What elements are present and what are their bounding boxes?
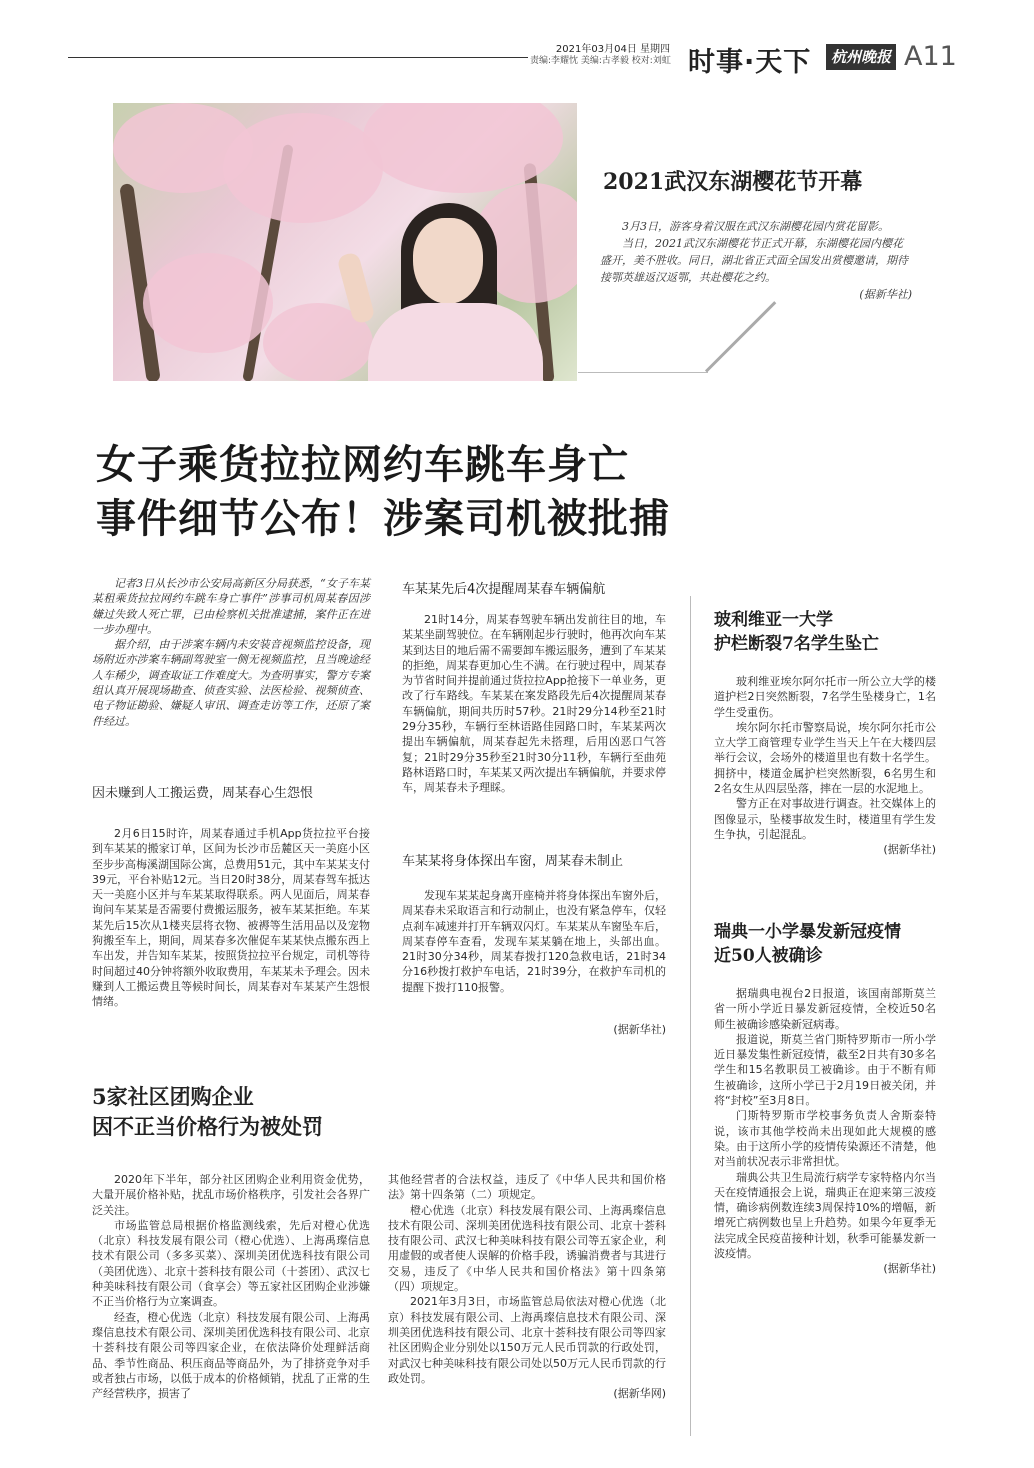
feature-paragraph: 当日，2021武汉东湖樱花节正式开幕，东湖樱花园内樱花盛开，美不胜收。同日，湖北省正式面全国发出赏樱邀请，期待接鄂英雄返汉返鄂，共赴樱花之约。 <box>600 237 908 284</box>
bolivia-title <box>714 608 944 656</box>
body-paragraph: 市场监管总局根据价格监测线索，先后对橙心优选（北京）科技发展有限公司（橙心优选）、上海禹璨信息技术有限公司（多多买菜）、深圳美团优选科技有限公司（美团优选）、北京十荟科技有限公司（十荟团）、武汉七种美味科技有限公司（食享会）等五家社区团购企业涉嫌不正当价格行为立案调查。 <box>92 1218 370 1309</box>
feature-paragraph: 3月3日，游客身着汉服在武汉东湖樱花园内赏花留影。 <box>622 220 889 233</box>
bolivia-source: (据新华社) <box>883 843 936 857</box>
headline-line: 女子乘货拉拉网约车跳车身亡 <box>96 442 629 488</box>
issue-date: 2021年03月04日 星期四 <box>555 44 670 55</box>
sub1-body <box>92 826 370 1010</box>
header-rule <box>68 57 528 58</box>
body-paragraph: 瑞典公共卫生局流行病学专家特格内尔当天在疫情通报会上说，瑞典正在迎来第三波疫情，确诊病例数连续3周保持10%的增幅，新增死亡病例数也呈上升趋势。如果今年夏季无法完成全民疫苗接种计划，秋季可能暴发新一波疫情。 <box>714 1170 936 1261</box>
headline-line: 事件细节公布！涉案司机被批捕 <box>96 496 670 542</box>
groupbuy-col2 <box>388 1172 666 1401</box>
title-line: 近50人被确诊 <box>714 946 823 966</box>
main-headline <box>96 438 796 546</box>
body-paragraph: 玻利维亚埃尔阿尔托市一所公立大学的楼道护栏2日突然断裂，7名学生坠楼身亡，1名学生受重伤。 <box>714 675 936 719</box>
decorative-rule <box>578 372 708 373</box>
decorative-diagonal <box>705 301 776 372</box>
section-title: 时事·天下 <box>688 47 812 78</box>
sweden-title <box>714 920 944 968</box>
feature-caption <box>600 218 912 303</box>
body-paragraph: 21时14分，周某春驾驶车辆出发前往目的地，车某某坐副驾驶位。在车辆刚起步行驶时，他再次向车某某到达目的地后需不需要卸车搬运服务，遭到了车某某的拒绝，周某春更加心生不满。在行驶过程中，周某春为节省时间并提前通过货拉拉App抢接下一单业务，更改了行车路线。车某某在案发路段先后4次提醒周某春车辆偏航，期间共历时57秒。21时29分14秒至21时29分35秒，车辆行至林语路佳园路口时，车某某两次提出车辆偏航，周某春起先未搭理，后用凶恶口气答复；21时29分35秒至21时30分11秒，车辆行至曲苑路林语路口时，车某某又两次提出车辆偏航，并要求停车，周某春未予理睬。 <box>402 613 666 795</box>
body-paragraph: 报道说，斯莫兰省门斯特罗斯市一所小学近日暴发集性新冠疫情，截至2日共有30多名学生和15名教职员工被确诊。由于不断有师生被确诊，这所小学已于2月19日被关闭，并将“封校”至3月8日。 <box>714 1032 936 1108</box>
newspaper-logo: 杭州晚报 <box>826 44 896 70</box>
body-paragraph: 埃尔阿尔托市警察局说，埃尔阿尔托市公立大学工商管理专业学生当天上午在大楼四层举行会议，会场外的楼道里也有数十名学生。拥挤中，楼道金属护栏突然断裂，6名男生和2名女生从四层坠落，摔在一层的水泥地上。 <box>714 720 936 796</box>
title-line: 瑞典一小学暴发新冠疫情 <box>714 922 901 942</box>
subhead-2: 车某某先后4次提醒周某春车辆偏航 <box>402 582 606 597</box>
body-paragraph: 据瑞典电视台2日报道，该国南部斯莫兰省一所小学近日暴发新冠疫情，全校近50名师生被确诊感染新冠病毒。 <box>714 987 936 1031</box>
subhead-3: 车某某将身体探出车窗，周某春未制止 <box>402 854 624 869</box>
body-paragraph: 警方正在对事故进行调查。社交媒体上的图像显示，坠楼事故发生时，楼道里有学生发生争执，引起混乱。 <box>714 797 936 841</box>
main-source: (据新华社) <box>613 1023 666 1036</box>
body-paragraph: 经查，橙心优选（北京）科技发展有限公司、上海禹璨信息技术有限公司、深圳美团优选科技有限公司、北京十荟科技有限公司等四家企业，在依法降价处理鲜活商品、季节性商品、积压商品等商品外，为了排挤竞争对手或者独占市场，以低于成本的价格倾销，扰乱了正常的生产经营秩序，损害了 <box>92 1310 370 1401</box>
column-divider <box>690 596 691 1436</box>
editor-credits: 责编:李耀忱 美编:古孝毅 校对:刘虹 <box>530 56 671 66</box>
subhead-1: 因未赚到人工搬运费，周某春心生怨恨 <box>92 786 314 801</box>
groupbuy-source: (据新华网) <box>613 1387 666 1401</box>
body-paragraph: 2020年下半年，部分社区团购企业利用资金优势，大量开展价格补贴，扰乱市场价格秩序，引发社会各界广泛关注。 <box>92 1173 370 1217</box>
title-line: 5家社区团购企业 <box>92 1084 254 1109</box>
body-paragraph: 门斯特罗斯市学校事务负责人舍斯泰特说，该市其他学校尚未出现如此大规模的感染。由于这所小学的疫情传染源还不清楚，他对当前状况表示非常担忧。 <box>714 1109 936 1169</box>
feature-title: 2021武汉东湖樱花节开幕 <box>603 169 863 195</box>
body-paragraph: 发现车某某起身离开座椅并将身体探出车窗外后，周某春未采取语言和行动制止，也没有紧急停车，仅轻点刹车减速并打开车辆双闪灯。车某某从车窗坠车后，周某春停车查看，发现车某某躺在地上，头部出血。21时30分34秒，周某春拨打120急救电话，21时34分16秒拨打救护车电话，21时39分，在救护车司机的提醒下拨打110报警。 <box>402 889 666 994</box>
main-intro <box>92 576 370 729</box>
body-paragraph: 2021年3月3日，市场监管总局依法对橙心优选（北京）科技发展有限公司、上海禹璨信息技术有限公司、深圳美团优选科技有限公司、北京十荟科技有限公司等四家社区团购企业分别处以150万元人民币罚款的行政处罚，对武汉七种美味科技有限公司处以50万元人民币罚款的行政处罚。 <box>388 1295 666 1385</box>
feature-source: (据新华社) <box>859 288 912 301</box>
bolivia-body <box>714 674 936 858</box>
sub2-body <box>402 612 666 796</box>
title-line: 护栏断裂7名学生坠亡 <box>714 634 879 654</box>
body-paragraph: 2月6日15时许，周某春通过手机App货拉拉平台接到车某某的搬家订单，区间为长沙市岳麓区天一美庭小区至步步高梅溪湖国际公寓，总费用51元，其中车某某支付39元，平台补贴12元。当日20时38分，周某春驾车抵达天一美庭小区并与车某某取得联系。两人见面后，周某春询问车某某是否需要付费搬运服务，被车某某拒绝。车某某先后15次从1楼夹层将衣物、被褥等生活用品以及宠物狗搬至车上，期间，周某春多次催促车某某快点搬东西上车出发，并告知车某某，按照货拉拉平台规定，司机等待时间超过40分钟将额外收取费用，车某某未予理会。因未赚到人工搬运费且等候时间长，周某春对车某某产生怨恨情绪。 <box>92 827 370 1009</box>
title-line: 玻利维亚一大学 <box>714 610 833 630</box>
sweden-source: (据新华社) <box>883 1262 936 1276</box>
body-paragraph: 橙心优选（北京）科技发展有限公司、上海禹璨信息技术有限公司、深圳美团优选科技有限公司、北京十荟科技有限公司、武汉七种美味科技有限公司等五家企业，利用虚假的或者使人误解的价格手段，诱骗消费者与其进行交易，违反了《中华人民共和国价格法》第十四条第（四）项规定。 <box>388 1203 666 1294</box>
body-paragraph: 其他经营者的合法权益，违反了《中华人民共和国价格法》第十四条第（二）项规定。 <box>388 1173 666 1202</box>
intro-paragraph: 记者3日从长沙市公安局高新区分局获悉，“女子车某某租乘货拉拉网约车跳车身亡事件”涉事司机周某春因涉嫌过失致人死亡罪，已由检察机关批准逮捕，案件正在进一步办理中。 <box>92 577 370 636</box>
cherry-blossom-photo <box>113 103 577 381</box>
page-number: A11 <box>904 41 957 72</box>
sweden-body <box>714 986 936 1277</box>
sub3-body <box>402 888 666 995</box>
groupbuy-title <box>92 1082 432 1142</box>
intro-paragraph: 据介绍，由于涉案车辆内未安装音视频监控设备，现场附近亦涉案车辆副驾驶室一侧无视频监控，且当晚途经人车稀少，调查取证工作难度大。为查明事实，警方专案组认真开展现场勘查、侦查实验、法医检验、视频侦查、电子物证勘验、嫌疑人审讯、调查走访等工作，还原了案件经过。 <box>92 638 370 728</box>
groupbuy-col1 <box>92 1172 370 1401</box>
title-line: 因不正当价格行为被处罚 <box>92 1114 323 1139</box>
